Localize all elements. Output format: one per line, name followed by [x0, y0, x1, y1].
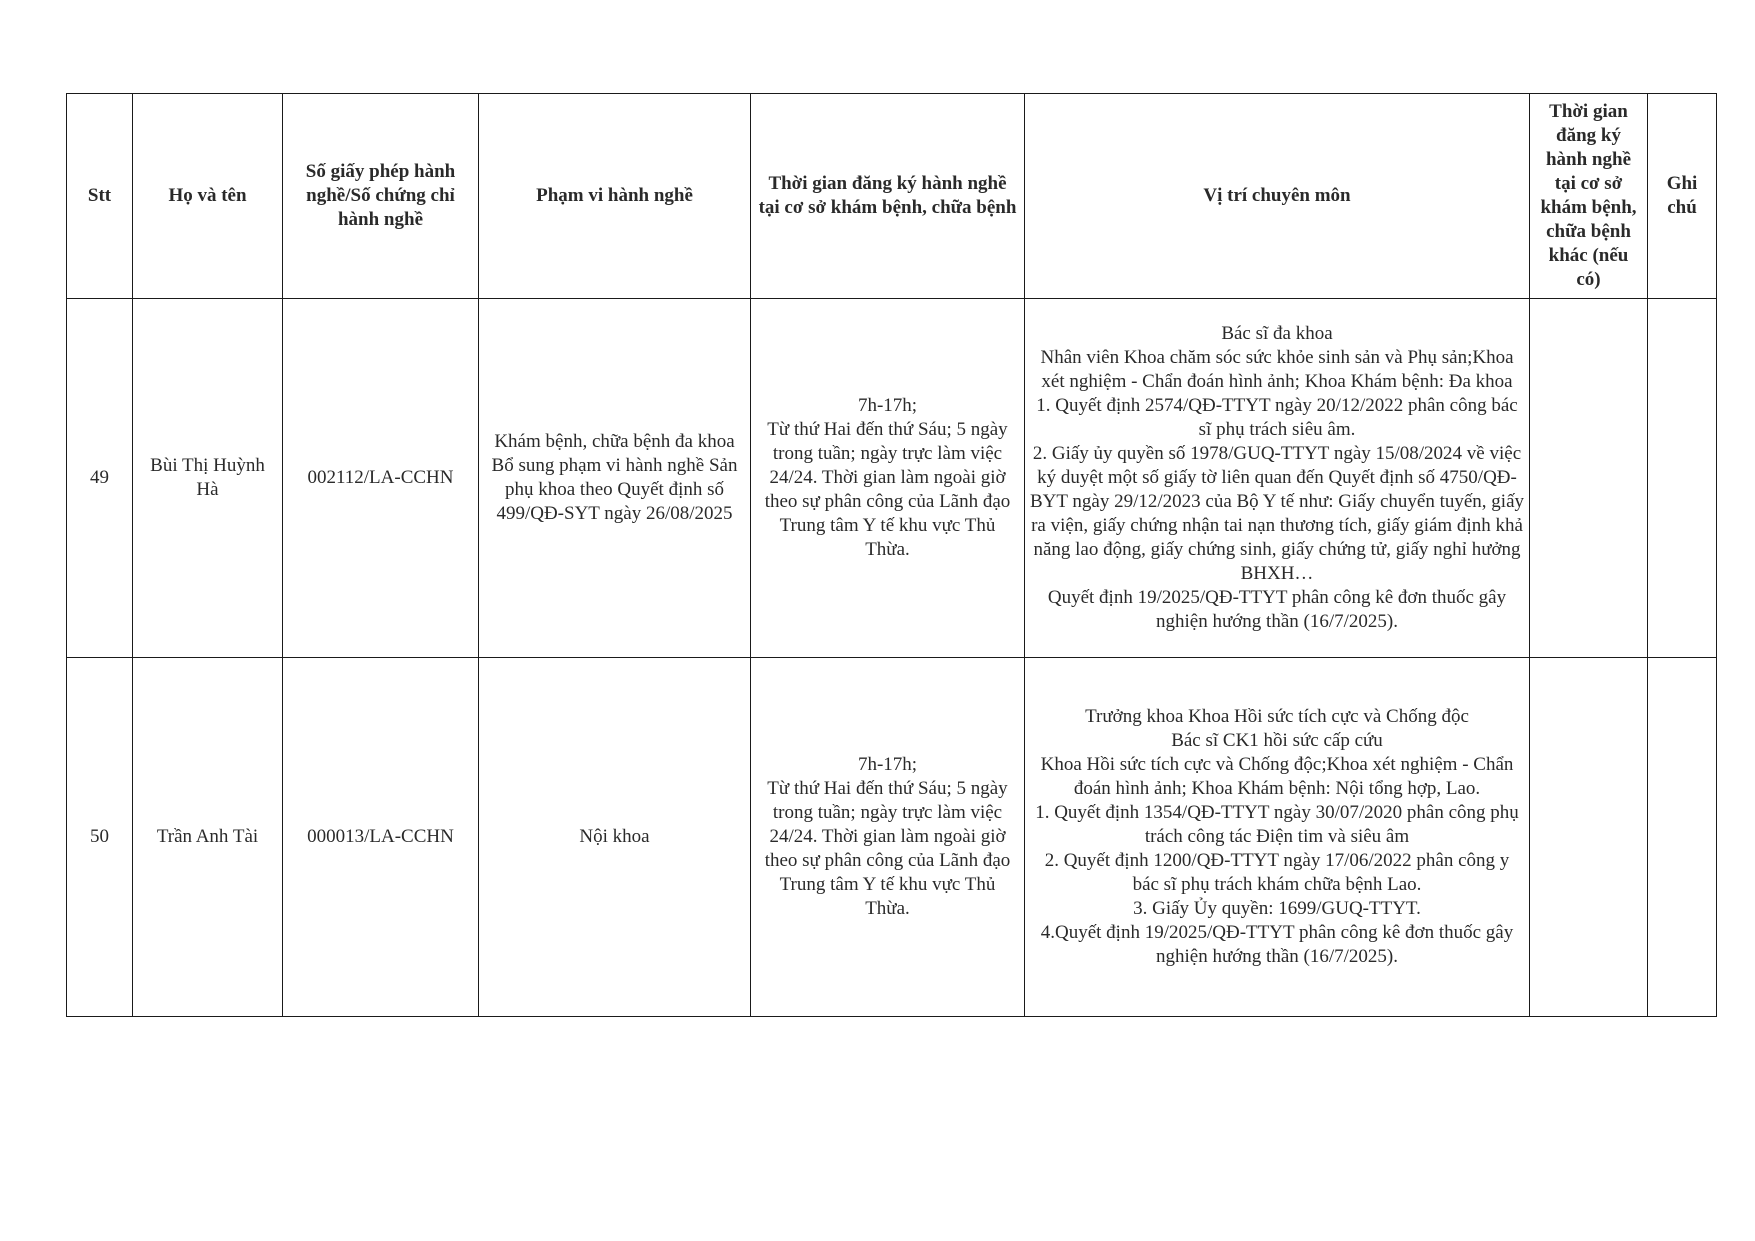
- position-line: Bác sĩ đa khoa: [1221, 323, 1333, 344]
- table-row: [67, 658, 1717, 1017]
- header-note: Ghi chú: [1648, 94, 1717, 299]
- position-line: 3. Giấy Ủy quyền: 1699/GUQ-TTYT.: [1133, 898, 1421, 919]
- cell-other-time: [1530, 658, 1648, 1017]
- cell-name: Trần Anh Tài: [133, 658, 283, 1017]
- header-position: Vị trí chuyên môn: [1025, 94, 1530, 299]
- position-line: Khoa Hồi sức tích cực và Chống độc;Khoa xét nghiệm - Chẩn đoán hình ảnh; Khoa Khám bệnh: Nội tổng hợp, Lao.: [1040, 754, 1514, 799]
- position-line: Bác sĩ CK1 hồi sức cấp cứu: [1171, 730, 1383, 751]
- cell-time: [751, 658, 1025, 1017]
- cell-stt: 49: [67, 299, 133, 658]
- cell-other-time: [1530, 299, 1648, 658]
- header-other-time: Thời gian đăng ký hành nghề tại cơ sở khám bệnh, chữa bệnh khác (nếu có): [1530, 94, 1648, 299]
- cell-license: 002112/LA-CCHN: [283, 299, 479, 658]
- time-line: 7h-17h;: [857, 395, 918, 416]
- position-line: 4.Quyết định 19/2025/QĐ-TTYT phân công kê đơn thuốc gây nghiện hướng thần (16/7/2025).: [1040, 922, 1514, 967]
- header-stt: Stt: [67, 94, 133, 299]
- position-line: 1. Quyết định 1354/QĐ-TTYT ngày 30/07/2020 phân công phụ trách công tác Điện tim và siêu âm: [1035, 802, 1519, 847]
- cell-scope: [479, 658, 751, 1017]
- position-line: 2. Giấy ủy quyền số 1978/GUQ-TTYT ngày 15/08/2024 về việc ký duyệt một số giấy tờ liên quan đến Quyết định số 4750/QĐ-BYT ngày 29/12/2023 của Bộ Y tế như: Giấy chuyển tuyến, giấy ra viện, giấy chứng nhận tai nạn thương tích, giấy giám định khả năng lao động, giấy chứng sinh, giấy chứng tử, giấy nghỉ hưởng BHXH…: [1030, 443, 1525, 584]
- position-line: Nhân viên Khoa chăm sóc sức khỏe sinh sản và Phụ sản;Khoa xét nghiệm - Chẩn đoán hình ảnh; Khoa Khám bệnh: Đa khoa: [1040, 347, 1514, 392]
- cell-position: [1025, 299, 1530, 658]
- time-line: Từ thứ Hai đến thứ Sáu; 5 ngày trong tuần; ngày trực làm việc 24/24. Thời gian làm ngoài giờ theo sự phân công của Lãnh đạo Trung tâm Y tế khu vực Thủ Thừa.: [764, 419, 1011, 560]
- cell-license: 000013/LA-CCHN: [283, 658, 479, 1017]
- cell-name: Bùi Thị Huỳnh Hà: [133, 299, 283, 658]
- scope-line: Khám bệnh, chữa bệnh đa khoa: [494, 431, 735, 452]
- cell-position: [1025, 658, 1530, 1017]
- header-scope: Phạm vi hành nghề: [479, 94, 751, 299]
- header-time: Thời gian đăng ký hành nghề tại cơ sở khám bệnh, chữa bệnh: [751, 94, 1025, 299]
- position-line: Trưởng khoa Khoa Hồi sức tích cực và Chống độc: [1085, 706, 1469, 727]
- registration-table: [66, 93, 1717, 1017]
- header-license: Số giấy phép hành nghề/Số chứng chỉ hành nghề: [283, 94, 479, 299]
- position-line: 2. Quyết định 1200/QĐ-TTYT ngày 17/06/2022 phân công y bác sĩ phụ trách khám chữa bệnh Lao.: [1044, 850, 1510, 895]
- header-name: Họ và tên: [133, 94, 283, 299]
- position-line: Quyết định 19/2025/QĐ-TTYT phân công kê đơn thuốc gây nghiện hướng thần (16/7/2025).: [1047, 587, 1507, 632]
- cell-stt: 50: [67, 658, 133, 1017]
- cell-scope: [479, 299, 751, 658]
- cell-time: [751, 299, 1025, 658]
- time-line: Từ thứ Hai đến thứ Sáu; 5 ngày trong tuần; ngày trực làm việc 24/24. Thời gian làm ngoài giờ theo sự phân công của Lãnh đạo Trung tâm Y tế khu vực Thủ Thừa.: [764, 778, 1011, 919]
- time-line: 7h-17h;: [857, 754, 918, 775]
- scope-line: Bổ sung phạm vi hành nghề Sản phụ khoa theo Quyết định số 499/QĐ-SYT ngày 26/08/2025: [491, 455, 738, 524]
- table-header-row: [67, 94, 1717, 299]
- scope-line: Nội khoa: [579, 826, 650, 847]
- cell-note: [1648, 658, 1717, 1017]
- position-line: 1. Quyết định 2574/QĐ-TTYT ngày 20/12/2022 phân công bác sĩ phụ trách siêu âm.: [1036, 395, 1518, 440]
- cell-note: [1648, 299, 1717, 658]
- table-row: [67, 299, 1717, 658]
